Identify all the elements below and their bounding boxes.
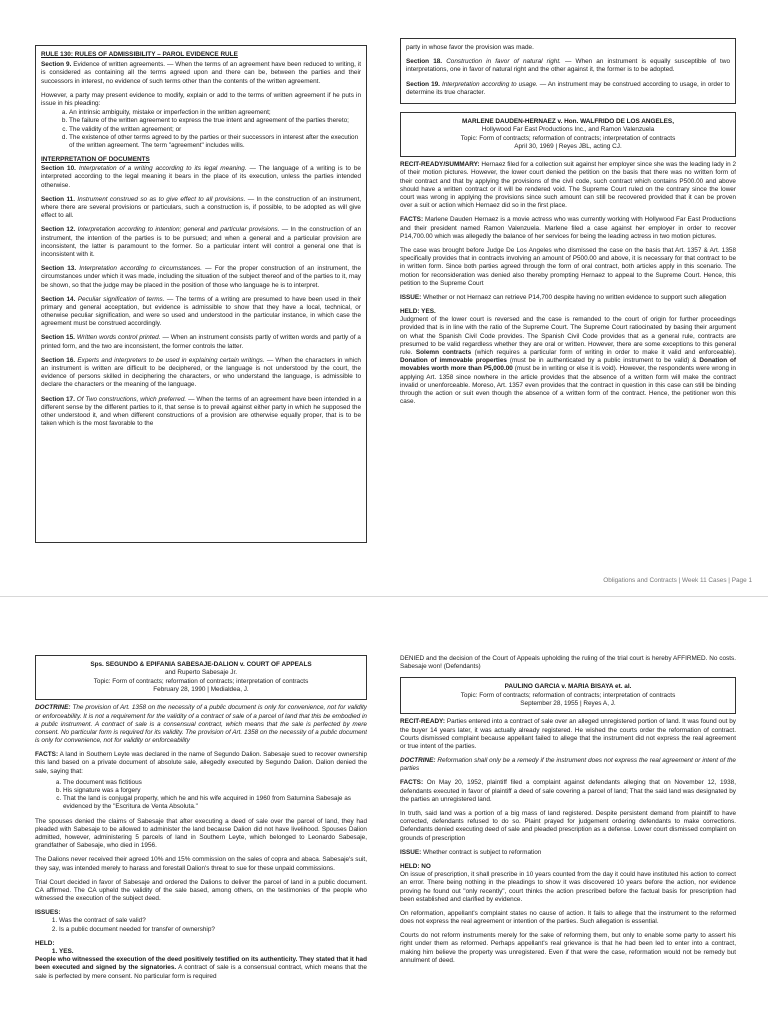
held-text: (must be in authenticated by a public instrument to be valid) & [506, 357, 700, 365]
facts-paragraph: In truth, said land was a portion of a big mass of land registered. Despite persistent demand from plaintiff to have corrected, defendants refused to do so. Plaint prayed for judgement ordering defendants to make corrections. Defendants denied executing deed of sale and pleaded prescription as a defense. Lower court dismissed complaint on grounds of prescription [400, 810, 736, 842]
sec10-title: Interpretation of a writing according to its legal meaning. [78, 165, 247, 173]
sec11-label: Section 11. [41, 195, 75, 203]
doctrine-label: DOCTRINE: [400, 757, 436, 765]
case-header-dalion [35, 655, 367, 700]
continued-text: DENIED and the decision of the Court of Appeals upholding the ruling of the trial court is hereby AFFIRMED. No costs. Sabesaje won! (Defendants) [400, 655, 736, 671]
sec15-text: — When an instrument consists partly of written words and partly of a printed form, and the two are inconsistent, the former controls the latter. [41, 334, 361, 350]
sec19-title: Interpretation according to usage. [441, 80, 538, 88]
sec17-text: — When the terms of an agreement have been intended in a different sense by the different parties to it, that sense is to prevail against either party in which he supposed the other understood it, and when different constructions of a provision are otherwise equally proper, that is to be taken which is the most favorable to the [41, 395, 362, 428]
held-bold-text: People who witnessed the execution of the deed positively testified on its authenticity. They stated that it had been executed and signed by the signatories. [35, 956, 367, 972]
sec13-text: — For the proper construction of an instrument, the circumstances under which it was made, including the situation of the subject thereof and of the parties to it, may be shown, so that the judge may be placed in the position of those who language he is to interpret. [41, 265, 362, 289]
case-topic: Topic: Form of contracts; reformation of contracts; interpretation of contracts [93, 677, 309, 685]
facts-label: FACTS: [400, 779, 424, 787]
held-paragraph: On issue of prescription, it shall prescribe in 10 years counted from the day it could have instituted his action to correct an error. There being nothing in the pleadings to show it was discovered 10 years before the action, nor evidence proving he found out "only recently", court thinks the action prescribed before the factual basis for prescription had been established and clarified by evidence. [400, 871, 736, 903]
sec16-text: — When the characters in which an instrument is written are difficult to be deciphered, or the language is not understood by the court, the evidence of persons skilled in deciphering the characters, or who understand the language, is admissible to declare the characters or the meaning of the language. [41, 356, 361, 389]
sec11-title: Instrument construed so as to give effect to all provisions. [77, 195, 246, 203]
list-item: d. The existence of other terms agreed to by the parties or their successors in interest after the execution of the written agreement. The term "agreement" includes wills. [69, 134, 361, 150]
recit-text: Parties entered into a contract of sale over an alleged unregistered portion of land. It was found out by the buyer 14 years later, it was actually already registered. He wished the courts order the reformation of contract. Courts dismissed complaint because appellant failed to allege that the instrument did not express the real agreement or true intent of the parties. [400, 718, 736, 750]
list-item: c. The validity of the written agreement; or [69, 126, 361, 134]
recit-text: Hernaez filed for a collection suit against her employer since she was the leading lady in 2 of their motion pictures. However, the lower court denied the petition on the basis that there was no written form of their contract and that by applying the provisions of the civil code, such contract which contains P500.00 and above should have a written contract or it will be rendered void. The Supreme Court ruled on the contrary since the lower court was wrong in applying the provisions since such amount can still be recovered provided that it can be proven over a suit or action which Hernaez did so in the first place. [400, 161, 736, 210]
list-item: a. The document was fictitious [63, 779, 367, 787]
sec10-label: Section 10. [41, 165, 76, 173]
sec9-text: Evidence of written agreements. — When the terms of an agreement have been reduced to writing, it is considered as containing all the terms agreed upon and there can be, between the parties and their successors in interest, no evidence of such terms other than the contents of the written agreement. [41, 61, 361, 85]
held-paragraph: Courts do not reform instruments merely for the sake of reforming them, but only to enable some party to assert his right under them as reformed. Perhaps appellant's real grievance is that he had been led to enter into a contract, making him believe the property was unregistered. Even if that were the case, reformation would not be remedy but annulment of deed. [400, 932, 736, 964]
held-list [35, 948, 367, 956]
case-header-hernaez [400, 112, 736, 157]
sec14-text: — The terms of a writing are presumed to have been used in their primary and general acceptation, but evidence is admissible to show that they have a local, technical, or otherwise peculiar signification, and were so used and understood in the particular instance, in which case the agreement must be construed accordingly. [41, 295, 362, 328]
list-item: 1. YES. [59, 948, 367, 956]
facts-paragraph: The case was brought before Judge De Los Angeles who dismissed the case on the basis that Art. 1357 & Art. 1358 specifically provides that in contracts involving an amount of P500.00 and above, it is necessary for that contract to be in written form. Since both parties agreed through the form of oral contract, both articles apply in this scenario. The motion for reconsideration was denied also thereby prompting Hernaez to appeal to the Supreme Court. Hence, this petition to the Supreme Court [400, 246, 736, 287]
sec15-label: Section 15. [41, 334, 75, 342]
case-topic: Topic: Form of contracts; reformation of contracts; interpretation of contracts [460, 691, 676, 699]
issue-label: ISSUE: [400, 848, 422, 856]
left-column-page2 [35, 655, 367, 1024]
sec18-label: Section 18. [406, 58, 443, 66]
sec16-label: Section 16. [41, 356, 76, 364]
held-bold-text: Donation of movables worth more than P5,000.00 [400, 357, 736, 373]
facts-label: FACTS: [35, 751, 59, 759]
held-label: HELD: YES. [400, 308, 436, 316]
held-label: HELD: NO [400, 862, 431, 870]
rule130-box [35, 45, 367, 543]
case-title: MARLENE DAUDEN-HERNAEZ v. Hon. WALFRIDO DE LOS ANGELES, [462, 117, 674, 125]
sec12-title: Interpretation according to intention; general and particular provisions. [77, 226, 280, 234]
held-text: Judgment of the lower court is reversed and the case is remanded to the court of origin for further proceedings provided that is in line with the ratio of the Supreme Court. The Supreme Court ratiocinated by basing their argument on what the Spanish Civil Code provides. The Spanish Civil Code provides that as a general rule, contracts are presumed to be valid regardless whether they are oral or written. However, there are some exceptions to this general rule. [400, 316, 736, 356]
interp-heading: INTERPRETATION OF DOCUMENTS [41, 156, 150, 164]
doctrine-text: Reformation shall only be a remedy if the instrument does not express the real agreement or intent of the parties [400, 757, 736, 773]
sec13-label: Section 13. [41, 265, 77, 273]
facts-paragraph: The spouses denied the claims of Sabesaje that after executing a deed of sale over the parcel of land, they had pleaded with Sabesaje to be allowed to administer the land because Dalion did not have livelihood. Spouses Dalion admitted, however, administering 5 parcels of land in Southern Leyte, which belonged to Leonardo Sabesaje, grandfather of Sabesaje, who died in 1956. [35, 817, 367, 850]
sec19-text: — An instrument may be construed according to usage, in order to determine its true character. [406, 80, 730, 96]
case-parties: and Ruperto Sabesaje Jr. [164, 669, 238, 677]
sec12-label: Section 12. [41, 226, 76, 234]
held-text: A contract of sale is a consensual contract, which means that the sale is perfected by mere consent. No particular form is required [35, 964, 367, 980]
sec19-label: Section 19. [406, 80, 440, 88]
held-paragraph: On reformation, appellant's complaint states no cause of action. It fails to allege that the instrument to the reformed does not express the real agreement or intention of the parties. Such allegation is essential. [400, 909, 736, 926]
case-topic: Topic: Form of contracts; reformation of contracts; interpretation of contracts [460, 134, 676, 142]
right-column-page1 [400, 38, 736, 538]
facts-list [35, 779, 367, 812]
rule130-heading: RULE 130: RULES OF ADMISSIBILITY – PAROL EVIDENCE RULE [41, 51, 238, 58]
held-label: HELD: [35, 939, 55, 947]
list-item: b. The failure of the written agreement to express the true intent and agreement of the parties thereto; [69, 117, 361, 125]
sections-18-19-box [400, 38, 736, 104]
recit-label: RECIT-READY/SUMMARY: [400, 161, 480, 169]
list-item: c. That the land is conjugal property, which he and his wife acquired in 1960 from Saturnina Sabesaje as evidenced by the "Escritura de Venta Absoluta." [63, 795, 367, 811]
case-header-garcia [400, 677, 736, 714]
facts-text: On May 20, 1952, plaintiff filed a complaint against defendants alleging that on November 12, 1938, defendants executed in favor of plaintiff a deed of sale covering a parcel of land; That the said land was designated by the parties an unregistered land. [400, 779, 736, 803]
case-date: September 28, 1955 | Reyes A, J. [520, 700, 616, 708]
case-parties: Hollywood Far East Productions Inc., and Ramon Valenzuela [481, 126, 655, 134]
list-item: 2. Is a public document needed for transfer of ownership? [59, 926, 367, 934]
sec18-text: — When an instrument is equally susceptible of two interpretations, one in favor of natural right and the other against it, the former is to be adopted. [406, 58, 730, 74]
recit-label: RECIT-READY: [400, 718, 445, 726]
sec9-list [41, 109, 361, 150]
sec10-text: — The language of a writing is to be interpreted according to the legal meaning it bears in the place of its execution, unless the parties intended otherwise. [41, 165, 361, 189]
held-bold-text: Donation of immovable properties [400, 357, 507, 365]
sec16-title: Experts and interpreters to be used in explaining certain writings. [77, 356, 265, 364]
sec15-title: Written words control printed. [76, 334, 161, 342]
facts-paragraph: The Dalions never received their agreed 10% and 15% commission on the sales of copra and abaca. Sabesaje's suit, they say, was intended merely to harass and forestall Dalion's threat to sue for these unpaid commissions. [35, 856, 367, 872]
issue-text: Whether or not Hernaez can retrieve P14,700 despite having no written evidence to support such allegation [421, 293, 727, 301]
held-text: (must be in writing or else it is void). However, the respondents were wrong in applying Art. 1358 since nowhere in the article provides that the absence of a written form will make the contract invalid or unenforceable. Moreso, Art. 1357 even provides that the contract in question in this case can still be binding through the action or suit even though the absence of a written form of the contract. Hence, the petitioner won this case. [400, 365, 736, 406]
sec17-title: Of Two constructions, which preferred. [76, 395, 187, 403]
continued-text: party in whose favor the provision was made. [406, 44, 534, 51]
sec14-title: Peculiar signification of terms. [77, 295, 165, 303]
page-footer: Obligations and Contracts | Week 11 Cases | Page 1 [603, 577, 752, 584]
issues-label: ISSUES: [35, 909, 61, 917]
issue-label: ISSUE: [400, 293, 422, 301]
doctrine-label: DOCTRINE: [35, 704, 71, 712]
sec14-label: Section 14. [41, 295, 76, 303]
facts-paragraph: Trial Court decided in favor of Sabesaje and ordered the Dalions to deliver the parcel of land in a public document. CA affirmed. The CA upheld the validity of the sale based, among others, on the testimonies of the people who witnessed the execution of the subject deed. [35, 878, 367, 903]
right-column-page2 [400, 655, 736, 1024]
facts-text: Marlene Dauden Hernaez is a movie actress who was currently working with Hollywood Far East Productions and their president named Ramon Valenzuela. Marlene filed a case against her employer in order to recover P14,700.00 which was allegedly the balance of her services for being the leading actress in two motion pictures. [400, 216, 736, 240]
held-bold-text: Solemn contracts [415, 349, 472, 356]
facts-text: A land in Southern Leyte was declared in the name of Segundo Dalion. Sabesaje sued to recover ownership this land based on a private document of absolute sale, allegedly executed by Segundo Dalion. Dalion denied the sale, saying that: [35, 751, 367, 775]
sec12-text: — In the construction of an instrument, the intention of the parties is to be pursued; and when a general and a particular provision are inconsistent, the latter is paramount to the former. So a particular intent will control a general one that is inconsistent with it. [41, 226, 361, 258]
document-page-2 [0, 598, 768, 1024]
sec9-however: However, a party may present evidence to modify, explain or add to the terms of written agreement if he puts in issue in his pleading: [41, 91, 361, 107]
case-title: Sps. SEGUNDO & EPIFANIA SABESAJE-DALION v. COURT OF APPEALS [90, 661, 312, 668]
held-text: (which requires a particular form of writing in order to make it valid and enforceable). [471, 349, 736, 356]
case-date: April 30, 1969 | Reyes JBL, acting CJ. [514, 142, 622, 150]
sec9-label: Section 9. [41, 61, 72, 69]
sec11-text: — In the construction of an instrument, where there are several provisions or particulars, such a construction is, if possible, to be adopted as will give effect to all. [41, 195, 362, 220]
facts-label: FACTS: [400, 216, 424, 224]
case-title: PAULINO GARCIA v. MARIA BISAYA et. al. [504, 683, 632, 691]
doctrine-text: The provision of Art. 1358 on the necessity of a public document is only for convenience, not for validity or enforceability. It is not a requirement for the validity of a contract of sale of a parcel of land that this be embodied in a public instrument. A contract of sale is a consensual contract, which means that the sale is perfected by mere consent. No particular form is required for its validity. The provision of Art. 1358 on the necessity of a public document is only for convenience, not for validity or enforceability [35, 704, 367, 745]
issue-text: Whether contract is subject to reformation [421, 848, 542, 856]
issues-list [35, 917, 367, 933]
list-item: 1. Was the contract of sale valid? [59, 917, 367, 925]
list-item: b. His signature was a forgery [63, 787, 367, 795]
case-date: February 28, 1990 | Medialdea, J. [153, 685, 249, 693]
list-item: a. An intrinsic ambiguity, mistake or imperfection in the written agreement; [69, 109, 361, 117]
sec18-title: Construction in favor of natural right. [446, 58, 561, 66]
sec17-label: Section 17. [41, 395, 75, 403]
sec13-title: Interpretation according to circumstances. [79, 265, 203, 273]
